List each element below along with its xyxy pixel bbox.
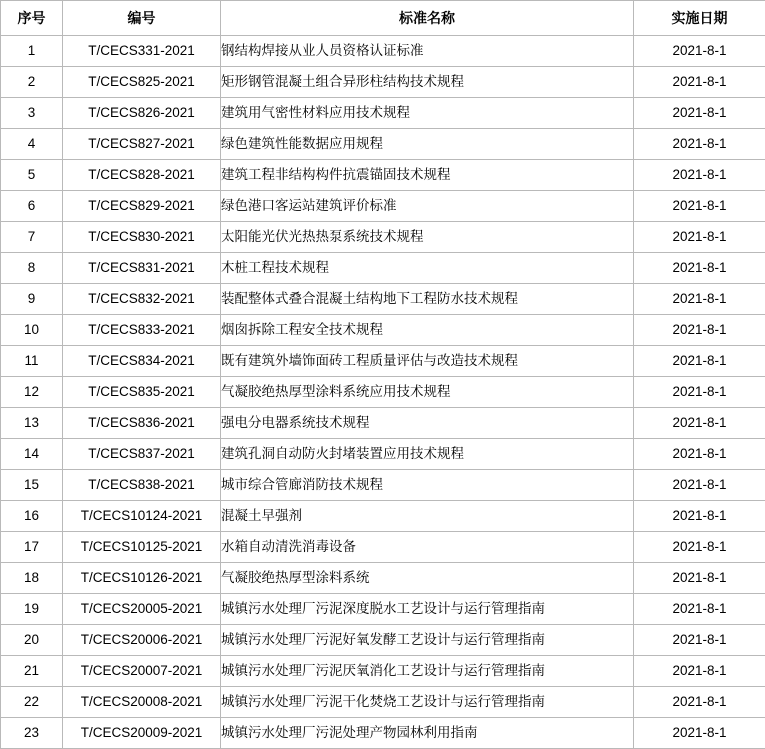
cell-code: T/CECS20009-2021 [63, 718, 221, 749]
cell-standard-name: 绿色港口客运站建筑评价标准 [221, 191, 634, 222]
cell-code: T/CECS10124-2021 [63, 501, 221, 532]
cell-standard-name: 钢结构焊接从业人员资格认证标准 [221, 36, 634, 67]
cell-sequence: 1 [1, 36, 63, 67]
cell-code: T/CECS837-2021 [63, 439, 221, 470]
cell-code: T/CECS20006-2021 [63, 625, 221, 656]
cell-effective-date: 2021-8-1 [634, 594, 765, 625]
cell-standard-name: 混凝土早强剂 [221, 501, 634, 532]
table-body [1, 36, 765, 749]
cell-standard-name: 烟囱拆除工程安全技术规程 [221, 315, 634, 346]
cell-code: T/CECS826-2021 [63, 98, 221, 129]
cell-standard-name: 城镇污水处理厂污泥深度脱水工艺设计与运行管理指南 [221, 594, 634, 625]
cell-effective-date: 2021-8-1 [634, 98, 765, 129]
cell-effective-date: 2021-8-1 [634, 532, 765, 563]
cell-effective-date: 2021-8-1 [634, 36, 765, 67]
table-row [1, 160, 765, 191]
cell-standard-name: 建筑孔洞自动防火封堵装置应用技术规程 [221, 439, 634, 470]
cell-code: T/CECS836-2021 [63, 408, 221, 439]
cell-effective-date: 2021-8-1 [634, 563, 765, 594]
cell-sequence: 12 [1, 377, 63, 408]
cell-effective-date: 2021-8-1 [634, 67, 765, 98]
cell-code: T/CECS838-2021 [63, 470, 221, 501]
table-row [1, 687, 765, 718]
cell-standard-name: 建筑工程非结构构件抗震锚固技术规程 [221, 160, 634, 191]
cell-code: T/CECS827-2021 [63, 129, 221, 160]
cell-effective-date: 2021-8-1 [634, 129, 765, 160]
cell-sequence: 10 [1, 315, 63, 346]
cell-sequence: 22 [1, 687, 63, 718]
cell-code: T/CECS20007-2021 [63, 656, 221, 687]
table-row [1, 408, 765, 439]
cell-sequence: 7 [1, 222, 63, 253]
table-row [1, 532, 765, 563]
cell-standard-name: 矩形钢管混凝土组合异形柱结构技术规程 [221, 67, 634, 98]
table-row [1, 67, 765, 98]
table-row [1, 284, 765, 315]
cell-standard-name: 强电分电器系统技术规程 [221, 408, 634, 439]
cell-code: T/CECS832-2021 [63, 284, 221, 315]
table-row [1, 36, 765, 67]
cell-effective-date: 2021-8-1 [634, 687, 765, 718]
cell-code: T/CECS20008-2021 [63, 687, 221, 718]
cell-standard-name: 气凝胶绝热厚型涂料系统 [221, 563, 634, 594]
table-row [1, 315, 765, 346]
table-row [1, 98, 765, 129]
table-row [1, 501, 765, 532]
cell-sequence: 11 [1, 346, 63, 377]
cell-sequence: 13 [1, 408, 63, 439]
cell-sequence: 21 [1, 656, 63, 687]
cell-code: T/CECS829-2021 [63, 191, 221, 222]
cell-code: T/CECS831-2021 [63, 253, 221, 284]
cell-code: T/CECS833-2021 [63, 315, 221, 346]
table-row [1, 470, 765, 501]
cell-effective-date: 2021-8-1 [634, 501, 765, 532]
column-header-standard-name: 标准名称 [221, 1, 634, 36]
cell-effective-date: 2021-8-1 [634, 222, 765, 253]
cell-standard-name: 木桩工程技术规程 [221, 253, 634, 284]
table-row [1, 377, 765, 408]
cell-standard-name: 绿色建筑性能数据应用规程 [221, 129, 634, 160]
cell-effective-date: 2021-8-1 [634, 315, 765, 346]
column-header-sequence: 序号 [1, 1, 63, 36]
table-row [1, 656, 765, 687]
cell-code: T/CECS828-2021 [63, 160, 221, 191]
table-row [1, 253, 765, 284]
cell-code: T/CECS10125-2021 [63, 532, 221, 563]
cell-code: T/CECS835-2021 [63, 377, 221, 408]
cell-standard-name: 装配整体式叠合混凝土结构地下工程防水技术规程 [221, 284, 634, 315]
cell-standard-name: 城镇污水处理厂污泥处理产物园林利用指南 [221, 718, 634, 749]
cell-effective-date: 2021-8-1 [634, 377, 765, 408]
cell-sequence: 16 [1, 501, 63, 532]
cell-code: T/CECS20005-2021 [63, 594, 221, 625]
cell-effective-date: 2021-8-1 [634, 253, 765, 284]
cell-code: T/CECS825-2021 [63, 67, 221, 98]
cell-code: T/CECS10126-2021 [63, 563, 221, 594]
cell-standard-name: 城镇污水处理厂污泥厌氧消化工艺设计与运行管理指南 [221, 656, 634, 687]
cell-standard-name: 既有建筑外墙饰面砖工程质量评估与改造技术规程 [221, 346, 634, 377]
cell-standard-name: 城市综合管廊消防技术规程 [221, 470, 634, 501]
cell-sequence: 14 [1, 439, 63, 470]
cell-effective-date: 2021-8-1 [634, 408, 765, 439]
table-row [1, 594, 765, 625]
cell-effective-date: 2021-8-1 [634, 470, 765, 501]
cell-code: T/CECS830-2021 [63, 222, 221, 253]
table-row [1, 563, 765, 594]
table-row [1, 222, 765, 253]
table-row [1, 439, 765, 470]
cell-sequence: 5 [1, 160, 63, 191]
table-row [1, 129, 765, 160]
cell-sequence: 8 [1, 253, 63, 284]
column-header-effective-date: 实施日期 [634, 1, 765, 36]
cell-sequence: 9 [1, 284, 63, 315]
cell-sequence: 15 [1, 470, 63, 501]
cell-effective-date: 2021-8-1 [634, 656, 765, 687]
table-row [1, 346, 765, 377]
table-header [1, 1, 765, 36]
table-header-row [1, 1, 765, 36]
cell-standard-name: 城镇污水处理厂污泥干化焚烧工艺设计与运行管理指南 [221, 687, 634, 718]
cell-sequence: 17 [1, 532, 63, 563]
table-row [1, 625, 765, 656]
cell-effective-date: 2021-8-1 [634, 439, 765, 470]
cell-effective-date: 2021-8-1 [634, 160, 765, 191]
cell-sequence: 19 [1, 594, 63, 625]
cell-standard-name: 太阳能光伏光热热泵系统技术规程 [221, 222, 634, 253]
cell-effective-date: 2021-8-1 [634, 191, 765, 222]
cell-standard-name: 建筑用气密性材料应用技术规程 [221, 98, 634, 129]
table-row [1, 191, 765, 222]
cell-sequence: 18 [1, 563, 63, 594]
cell-standard-name: 水箱自动清洗消毒设备 [221, 532, 634, 563]
cell-effective-date: 2021-8-1 [634, 718, 765, 749]
cell-effective-date: 2021-8-1 [634, 284, 765, 315]
column-header-code: 编号 [63, 1, 221, 36]
cell-sequence: 6 [1, 191, 63, 222]
cell-standard-name: 城镇污水处理厂污泥好氧发酵工艺设计与运行管理指南 [221, 625, 634, 656]
cell-standard-name: 气凝胶绝热厚型涂料系统应用技术规程 [221, 377, 634, 408]
cell-sequence: 2 [1, 67, 63, 98]
cell-code: T/CECS834-2021 [63, 346, 221, 377]
cell-effective-date: 2021-8-1 [634, 625, 765, 656]
cell-code: T/CECS331-2021 [63, 36, 221, 67]
cell-sequence: 4 [1, 129, 63, 160]
cell-sequence: 23 [1, 718, 63, 749]
cell-effective-date: 2021-8-1 [634, 346, 765, 377]
table-row [1, 718, 765, 749]
cell-sequence: 3 [1, 98, 63, 129]
cell-sequence: 20 [1, 625, 63, 656]
